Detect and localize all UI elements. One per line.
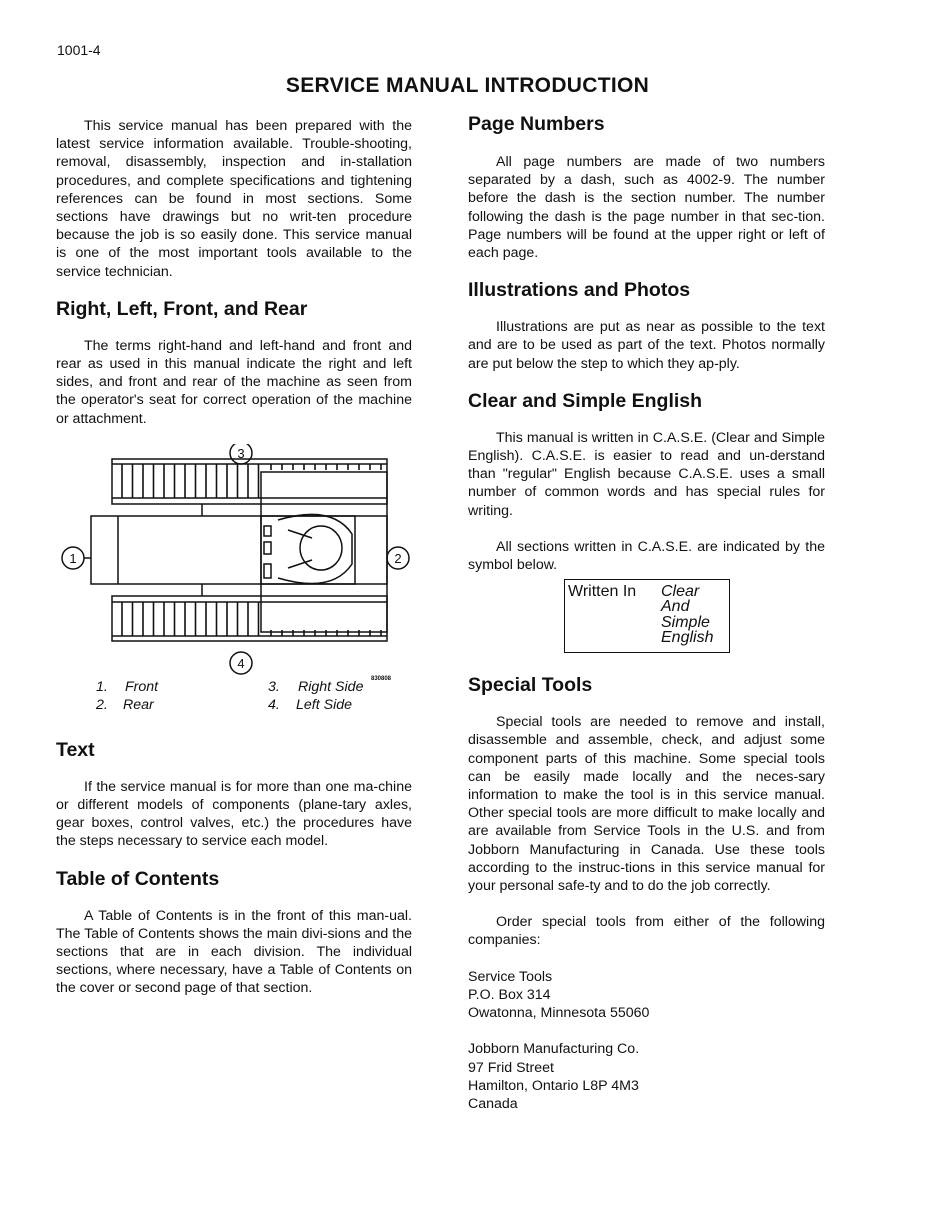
company2-street: 97 Frid Street: [468, 1059, 554, 1076]
callout-4: 4: [237, 655, 245, 671]
intro-paragraph: This service manual has been prepared with the latest service information available. Trouble-shooting, removal, disassembly, inspection and in-stallation procedures, and complete specifications and tightening references can be found in most sections. Some sections have drawings but no writ-ten procedure because the job is so easily done. This service manual is one of the most important tools available to the service technician.: [56, 118, 412, 280]
company2-country: Canada: [468, 1095, 518, 1112]
case-written-in: Written In: [568, 583, 637, 601]
text-heading: Text: [56, 738, 95, 761]
special-tools-paragraph-2: Order special tools from either of the following companies:: [468, 914, 825, 949]
company1-name: Service Tools: [468, 968, 553, 985]
toc-heading: Table of Contents: [56, 867, 220, 890]
toc-paragraph: A Table of Contents is in the front of this man-ual. The Table of Contents shows the main divi-sions and the sections that are in each division. The individual sections, where necessary, have a Table of Contents on the cover or second page of that section.: [56, 907, 412, 997]
case-symbol-box: [564, 579, 730, 653]
case-word-simple: Simple: [661, 614, 710, 632]
operator-seat: [300, 526, 342, 570]
callout-3: 3: [237, 445, 245, 461]
legend-num-2: 2.: [96, 696, 108, 713]
clear-english-paragraph-1: This manual is written in C.A.S.E. (Clear and Simple English). C.A.S.E. is easier to read and un-derstand than "regular" English because C.A.S.E. uses a small number of common words and has special rules for writing.: [468, 429, 825, 519]
right-left-heading: Right, Left, Front, and Rear: [56, 297, 308, 320]
company2-name: Jobborn Manufacturing Co.: [468, 1041, 640, 1058]
page-numbers-heading: Page Numbers: [468, 113, 605, 135]
page-title: SERVICE MANUAL INTRODUCTION: [285, 74, 650, 97]
company1-street: P.O. Box 314: [468, 986, 551, 1003]
illustrations-paragraph: Illustrations are put as near as possible to the text and are to be used as part of the text. Photos normally are put below the step to which they ap-ply.: [468, 319, 825, 372]
case-word-clear: Clear: [661, 583, 700, 601]
figure-code: 830808: [371, 675, 392, 682]
illustrations-heading: Illustrations and Photos: [468, 279, 691, 302]
callout-2: 2: [394, 550, 402, 566]
legend-label-front: Front: [125, 678, 159, 695]
page-number: 1001-4: [57, 42, 101, 58]
company-address-2: [468, 1040, 825, 1113]
case-word-english: English: [661, 629, 714, 647]
special-tools-paragraph-1: Special tools are needed to remove and install, disassemble and assemble, check, and adjust some component parts of this machine. Some special tools can be easily made locally and the neces-sary information to make the tool is in this service manual. Other special tools are more difficult to make locally and are available from Service Tools in the U.S. and from Jobborn Manufacturing in Canada. Use these tools according to the instruc-tions in this service manual for your personal safe-ty and to do the job correctly.: [468, 714, 825, 895]
figure-legend: [56, 676, 412, 716]
company2-city: Hamilton, Ontario L8P 4M3: [468, 1077, 639, 1094]
machine-top-view-drawing: [56, 444, 412, 676]
legend-label-rear: Rear: [123, 696, 154, 713]
case-word-and: And: [661, 598, 690, 616]
callout-1: 1: [69, 550, 77, 566]
page-numbers-paragraph: All page numbers are made of two numbers separated by a dash, such as 4002-9. The number before the dash is the section number. The number following the dash is the page number in that sec-tion. Page numbers will be found at the upper right or left of each page.: [468, 154, 825, 262]
clear-english-paragraph-2: All sections written in C.A.S.E. are indicated by the symbol below.: [468, 538, 825, 574]
legend-num-4: 4.: [268, 696, 280, 713]
machine-orientation-figure: [56, 444, 412, 682]
right-left-paragraph: The terms right-hand and left-hand and front and rear as used in this manual indicate the right and left sides, and front and rear of the machine as seen from the operator's seat for correct operation of the machine or attachment.: [56, 337, 412, 427]
legend-num-3: 3.: [268, 678, 280, 695]
company1-city: Owatonna, Minnesota 55060: [468, 1005, 650, 1022]
right-column: [468, 112, 825, 1113]
clear-english-heading: Clear and Simple English: [468, 389, 703, 412]
legend-num-1: 1.: [96, 678, 108, 695]
text-paragraph: If the service manual is for more than one ma-chine or different models of components (plane-tary axles, gear boxes, control valves, etc.) the procedures have the steps necessary to service each model.: [56, 778, 412, 850]
left-column: [56, 112, 412, 998]
company-address-1: [468, 968, 825, 1023]
legend-label-left-side: Left Side: [296, 696, 353, 713]
special-tools-heading: Special Tools: [468, 674, 593, 697]
operator-cab: [261, 472, 387, 632]
legend-label-right-side: Right Side: [298, 678, 364, 695]
